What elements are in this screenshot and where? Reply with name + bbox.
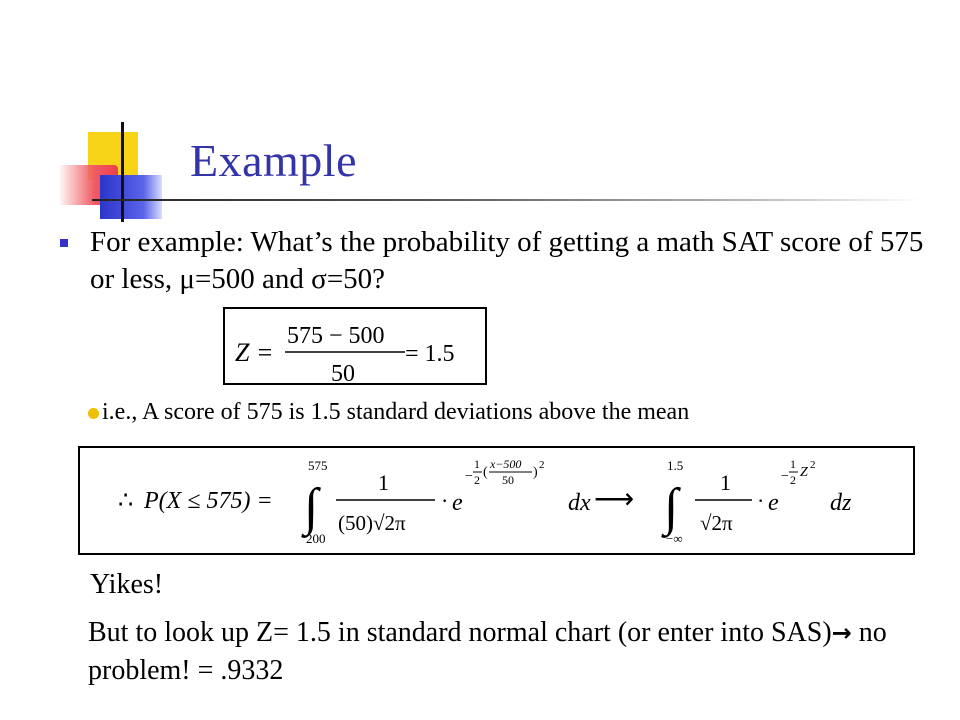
z-denominator: 50 <box>331 361 355 383</box>
integral-sign-2: ∫ <box>664 479 679 536</box>
dx: dx <box>568 490 591 516</box>
exp2-var: Z <box>800 465 808 480</box>
exp1-rparen: ) <box>533 465 538 480</box>
exp1-coef-den: 2 <box>474 473 480 487</box>
z-formula <box>225 309 485 383</box>
dz: dz <box>830 490 852 516</box>
conclusion-part-2: no problem! = .9332 <box>88 617 887 686</box>
logo-blue-square <box>100 175 162 219</box>
exp2-square: 2 <box>810 459 816 471</box>
bullet-square-icon <box>60 239 68 247</box>
z-numerator: 575 − 500 <box>287 323 385 349</box>
z-formula-box <box>223 307 487 385</box>
int2-upper: 1.5 <box>667 458 684 473</box>
dot-1: · <box>441 488 449 513</box>
int1-upper: 575 <box>308 458 328 473</box>
e-2: e <box>768 490 779 516</box>
exp2-coef-den: 2 <box>790 473 796 487</box>
frac2-denominator: √2π <box>700 511 733 535</box>
frac1-numerator: 1 <box>378 470 389 495</box>
frac1-denominator: (50)√2π <box>338 511 406 535</box>
dot-2: · <box>757 488 765 513</box>
exp1-minus: − <box>465 469 473 484</box>
frac2-numerator: 1 <box>720 470 731 495</box>
slide-title: Example <box>190 135 357 186</box>
integral-formula <box>80 448 913 553</box>
exp2-coef-num: 1 <box>790 457 796 471</box>
conclusion-text <box>88 614 928 689</box>
therefore-symbol: ∴ <box>118 488 134 514</box>
e-1: e <box>452 490 463 516</box>
exp1-lparen: ( <box>483 465 488 480</box>
integral-sign-1: ∫ <box>304 479 319 536</box>
exp1-coef-num: 1 <box>474 457 480 471</box>
int2-lower: −∞ <box>666 531 683 546</box>
logo-vertical-line <box>121 122 124 222</box>
exp1-inner-den: 50 <box>502 473 514 487</box>
title-underline <box>92 199 922 201</box>
bullet-question-text: For example: What’s the probability of getting a math SAT score of 575 or less, μ=500 and σ=50? <box>90 226 924 295</box>
exp1-inner-num: x−500 <box>490 457 522 471</box>
conclusion-part-1: But to look up Z= 1.5 in standard normal chart (or enter into SAS) <box>88 617 832 648</box>
exp2-minus: − <box>781 469 789 484</box>
yikes-text: Yikes! <box>90 569 164 600</box>
arrow-right-icon: ⟶ <box>594 484 635 515</box>
z-result: = 1.5 <box>405 341 455 367</box>
right-arrow-icon: → <box>831 619 852 647</box>
int1-lower: 200 <box>306 531 326 546</box>
integral-formula-box <box>78 446 915 555</box>
z-lhs: Z = <box>235 338 274 367</box>
exp1-square: 2 <box>539 459 545 471</box>
prob-lhs: P(X ≤ 575) = <box>144 488 273 514</box>
sub-bullet-text: i.e., A score of 575 is 1.5 standard deviations above the mean <box>102 399 690 425</box>
sub-bullet-dot-icon <box>88 408 99 419</box>
